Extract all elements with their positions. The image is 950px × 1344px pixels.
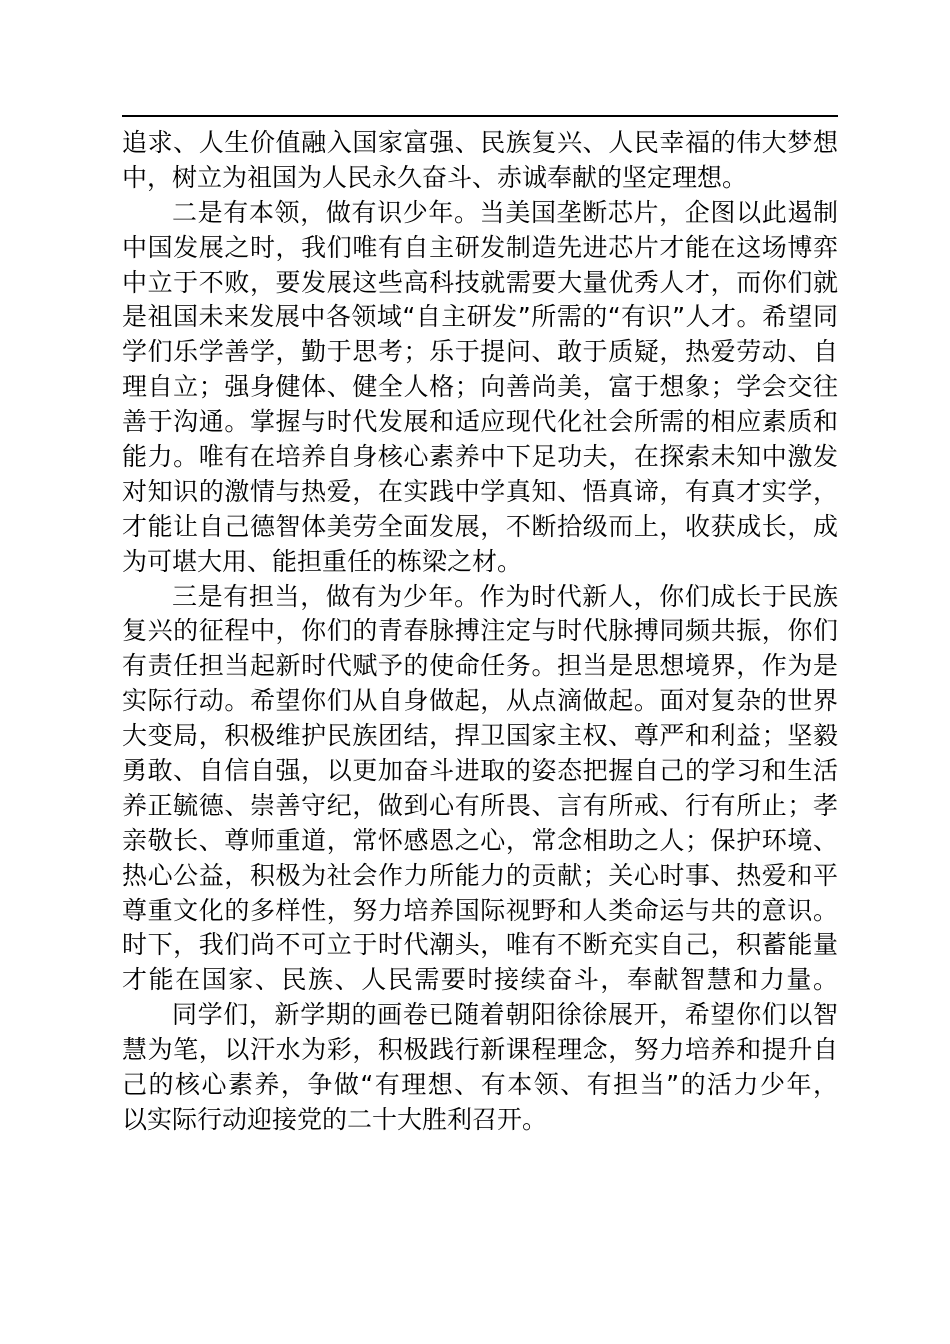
text-line: 才能在国家、民族、人民需要时接续奋斗，奉献智慧和力量。 [122,965,838,995]
text-line: 理自立；强身健体、健全人格；向善尚美，富于想象；学会交往 [122,372,838,402]
text-line: 以实际行动迎接党的二十大胜利召开。 [122,1104,548,1134]
text-line: 勇敢、自信自强，以更加奋斗进取的姿态把握自己的学习和生活 [122,756,838,786]
text-line: 对知识的激情与热爱，在实践中学真知、悟真谛，有真才实学， [122,476,838,506]
text-line: 尊重文化的多样性，努力培养国际视野和人类命运与共的意识。 [122,895,838,925]
text-line: 养正毓德、崇善守纪，做到心有所畏、言有所戒、行有所止；孝 [122,790,838,820]
text-line: 善于沟通。掌握与时代发展和适应现代化社会所需的相应素质和 [122,407,838,437]
text-line: 实际行动。希望你们从自身做起，从点滴做起。面对复杂的世界 [122,686,838,716]
text-line: 亲敬长、尊师重道，常怀感恩之心，常念相助之人；保护环境、 [122,825,838,855]
text-line: 有责任担当起新时代赋予的使命任务。担当是思想境界，作为是 [122,651,838,681]
header-rule [122,115,838,117]
text-line: 能力。唯有在培养自身核心素养中下足功夫，在探索未知中激发 [122,442,838,472]
text-line: 才能让自己德智体美劳全面发展，不断拾级而上，收获成长，成 [122,511,838,541]
text-line: 中，树立为祖国为人民永久奋斗、赤诚奉献的坚定理想。 [122,162,748,192]
paragraph-start-line: 同学们，新学期的画卷已随着朝阳徐徐展开，希望你们以智 [172,1000,838,1030]
text-line: 复兴的征程中，你们的青春脉搏注定与时代脉搏同频共振，你们 [122,616,838,646]
paragraph-start-line: 三是有担当，做有为少年。作为时代新人，你们成长于民族 [172,581,838,611]
text-line: 是祖国未来发展中各领域“自主研发”所需的“有识”人才。希望同 [122,302,838,332]
text-line: 慧为笔，以汗水为彩，积极践行新课程理念，努力培养和提升自 [122,1035,838,1065]
text-line: 学们乐学善学，勤于思考；乐于提问、敢于质疑，热爱劳动、自 [122,337,838,367]
paragraph-start-line: 二是有本领，做有识少年。当美国垄断芯片，企图以此遏制 [172,197,838,227]
text-line: 追求、人生价值融入国家富强、民族复兴、人民幸福的伟大梦想 [122,128,838,157]
text-line: 时下，我们尚不可立于时代潮头，唯有不断充实自己，积蓄能量 [122,930,838,960]
text-line: 热心公益，积极为社会作力所能力的贡献；关心时事、热爱和平 [122,860,838,890]
text-line: 大变局，积极维护民族团结，捍卫国家主权、尊严和利益；坚毅 [122,721,838,751]
text-line: 己的核心素养，争做“有理想、有本领、有担当”的活力少年， [122,1070,838,1100]
body-text [122,126,838,1138]
text-line: 中立于不败，要发展这些高科技就需要大量优秀人才，而你们就 [122,267,838,297]
text-line: 中国发展之时，我们唯有自主研发制造先进芯片才能在这场博弈 [122,232,838,262]
text-line: 为可堪大用、能担重任的栋梁之材。 [122,546,523,576]
